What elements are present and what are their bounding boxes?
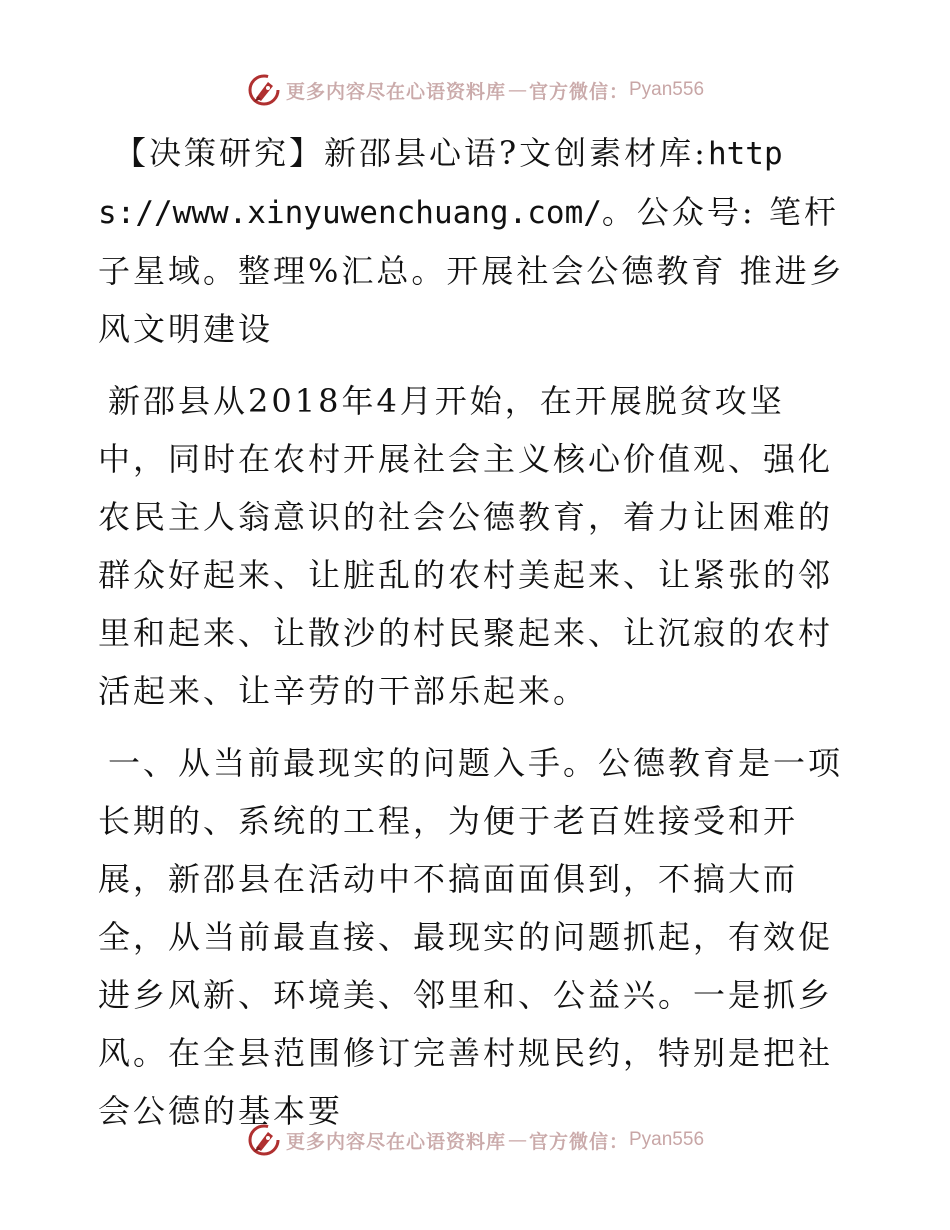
banner-wechat-label: 官方微信：: [528, 1130, 629, 1153]
banner-dash: —: [507, 79, 527, 101]
title-rest: 。公众号: 笔杆子星域。整理%汇总。开展社会公德教育 推进乡风文明建设: [98, 193, 845, 348]
title-line: 【决策研究】新邵县心语?文创素材库:: [114, 134, 708, 172]
pen-nib-seal-icon: [246, 72, 282, 108]
paragraph-2: 一、从当前最现实的问题入手。公德教育是一项长期的、系统的工程，为便于老百姓接受和开展，新邵县在活动中不搞面面俱到，不搞大而全，从当前最直接、最现实的问题抓起，有效促进乡风新、环境美、邻里和、公益兴。一是抓乡风。在全县范围修订完善村规民约，特别是把社会公德的基本要: [98, 744, 844, 1130]
banner-wechat-id: Pyan556: [629, 1129, 705, 1150]
footer-watermark-banner: [0, 1120, 950, 1160]
title-url: https://www.xinyuwenchuang.com/: [98, 136, 783, 231]
paragraph-1: 新邵县从2018年4月开始，在开展脱贫攻坚中，同时在农村开展社会主义核心价值观、强化农民主人翁意识的社会公德教育，着力让困难的群众好起来、让脏乱的农村美起来、让紧张的邻里和起来、让散沙的村民聚起来、让沉寂的农村活起来、让辛劳的干部乐起来。: [98, 382, 834, 710]
header-watermark-banner: [0, 70, 950, 110]
banner-dash: —: [507, 1129, 527, 1151]
banner-text: 更多内容尽在心语资料库: [285, 80, 506, 103]
banner-wechat-id: Pyan556: [629, 79, 705, 100]
document-body: [98, 124, 850, 1154]
pen-nib-seal-icon: [246, 1122, 282, 1158]
banner-text: 更多内容尽在心语资料库: [285, 1130, 506, 1153]
document-title: [98, 124, 850, 358]
banner-wechat-label: 官方微信：: [528, 80, 629, 103]
